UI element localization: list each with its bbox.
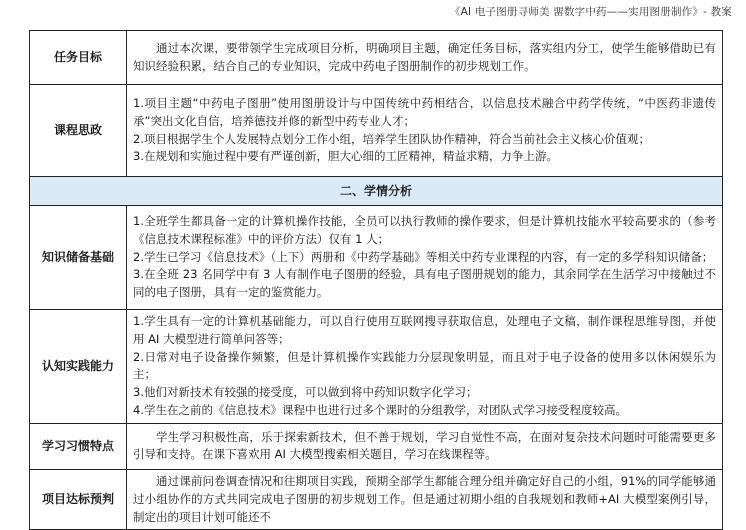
- task-goal-label: 任务目标: [30, 31, 127, 85]
- knowledge-label: 知识储备基础: [30, 206, 127, 310]
- habits-text: 学生学习积极性高，乐于探索新技术，但不善于规划，学习自觉性不高，在面对复杂技术问题时可能需要更多引导和支持。在课下喜欢用 AI 大模型搜索相关题目，学习在线课程等。: [133, 429, 716, 462]
- habits-label: 学习习惯特点: [30, 423, 127, 469]
- lesson-plan-table: [29, 30, 723, 530]
- row-task-goal: [30, 31, 723, 85]
- cognitive-item-1: 1.学生具有一定的计算机基础能力，可以自行使用互联网搜寻获取信息，处理电子文稿，制作课程思维导图，并使用 AI 大模型进行简单问答等；: [133, 314, 716, 346]
- cognitive-label: 认知实践能力: [30, 310, 127, 424]
- row-knowledge: [30, 206, 723, 310]
- row-cognitive: [30, 310, 723, 424]
- row-habits: [30, 423, 723, 469]
- ideology-item-3: 3.在规划和实施过程中要有严谨创新，胆大心细的工匠精神，精益求精，力争上游。: [133, 149, 558, 164]
- section-heading: 二、学情分析: [30, 177, 723, 206]
- document-header: 《AI 电子图册寻师美 畱数字中药——实用图册制作》- 教案: [449, 6, 732, 18]
- prediction-label: 项目达标预判: [30, 469, 127, 529]
- cognitive-item-3: 3.他们对新技术有较强的接受度，可以做到将中药知识数字化学习；: [133, 385, 478, 400]
- knowledge-item-3: 3.在全班 23 名同学中有 3 人有制作电子图册的经验，具有电子图册规划的能力，其余同学在生活学习中接触过不同的电子图册，具有一定的鉴赏能力。: [133, 267, 716, 300]
- knowledge-item-2: 2.学生已学习《信息技术》（上下）两册和《中药学基础》等相关中药专业课程的内容，有一定的多学科知识储备；: [133, 249, 714, 264]
- cognitive-item-4: 4.学生在之前的《信息技术》课程中也进行过多个课时的分组教学，对团队式学习接受程度较高。: [133, 403, 627, 418]
- task-goal-text: 通过本次课，要带领学生完成项目分析，明确项目主题，确定任务目标，落实组内分工，使学生能够借助已有知识经验积累，结合自己的专业知识，完成中药电子图册制作的初步规划工作。: [133, 40, 716, 73]
- cognitive-content: [127, 310, 723, 424]
- ideology-label: 课程思政: [30, 85, 127, 177]
- row-ideology: [30, 85, 723, 177]
- knowledge-item-1: 1.全班学生都具备一定的计算机操作技能，全员可以执行教师的操作要求，但是计算机技能水平较高要求的（参考《信息技术课程标准》中的评价方法）仅有 1 人；: [133, 213, 716, 246]
- task-goal-content: [127, 31, 723, 85]
- ideology-item-2: 2.项目根据学生个人发展特点划分工作小组，培养学生团队协作精神，符合当前社会主义核心价值观；: [133, 131, 650, 146]
- ideology-item-1: 1.项目主题“中药电子图册”使用图册设计与中国传统中药相结合，以信息技术融合中药学传统，“中医药非遗传承”突出文化自信，培养德技并修的新型中药专业人才；: [133, 95, 716, 128]
- cognitive-item-2: 2.日常对电子设备操作频繁，但是计算机操作实践能力分层现象明显，而且对于电子设备的使用多以休闲娱乐为主；: [133, 349, 716, 382]
- prediction-text: 通过课前问卷调查情况和往期项目实践，预期全部学生都能合理分组并确定好自己的小组，91%的同学能够通过小组协作的方式共同完成电子图册的初步规划工作。但是通过初期小组的自我规划和教师+AI 大模型案例引导，制定出的项目计划可能还不: [133, 473, 716, 524]
- section-heading-row: [30, 177, 723, 206]
- knowledge-content: [127, 206, 723, 310]
- ideology-content: [127, 85, 723, 177]
- habits-content: [127, 423, 723, 469]
